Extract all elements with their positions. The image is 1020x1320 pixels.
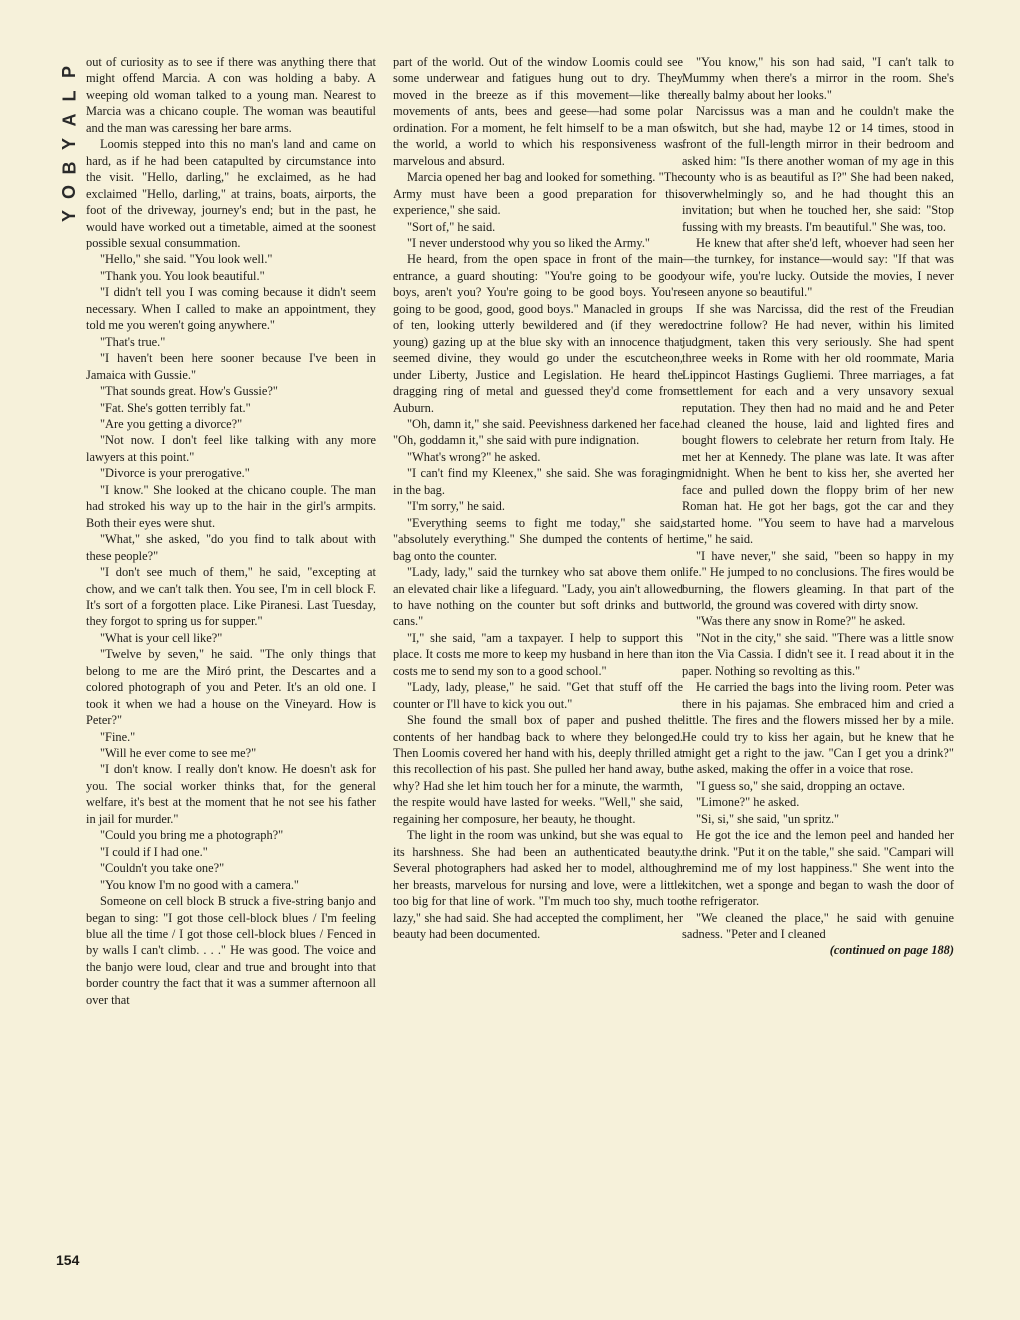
paragraph: "Si, si," she said, "un spritz.": [696, 811, 840, 826]
paragraph: "I," she said, "am a taxpayer. I help to support this place. It costs me more to keep my husband in here than it costs me to send my son to a good school.": [393, 630, 683, 678]
paragraph: "Lady, lady," said the turnkey who sat above them on an elevated chair like a lifeguard. "Lady, you ain't allowed to have nothing on the counter but soft drinks and butt cans.": [393, 565, 683, 629]
paragraph: "What is your cell like?": [100, 630, 223, 645]
paragraph: "Oh, damn it," she said. Peevishness darkened her face. "Oh, goddamn it," she said with pure indignation.: [393, 416, 683, 448]
text-column-2: [393, 54, 683, 942]
paragraph: "Thank you. You look beautiful.": [100, 268, 265, 283]
text-column-3: [682, 54, 954, 959]
paragraph: "Hello," she said. "You look well.": [100, 252, 273, 267]
paragraph: He got the ice and the lemon peel and handed her the drink. "Put it on the table," she said. "Campari will remind me of my lost happiness." She went into the kitchen, wet a sponge and began to wash the door of the refrigerator.: [682, 828, 954, 909]
paragraph: "Not now. I don't feel like talking with any more lawyers at this point.": [86, 433, 376, 464]
paragraph: "What's wrong?" he asked.: [407, 449, 541, 464]
paragraph: "That sounds great. How's Gussie?": [100, 384, 278, 399]
paragraph: She found the small box of paper and pushed the contents of her handbag back to where they belonged. Then Loomis covered her hand with his, deeply thrilled at this recollection of his past. She pulled her hand away, but why? Had she let him touch her for a minute, the warmth, the respite would have lasted for weeks. "Well," she said, regaining her composure, her beauty, he thought.: [393, 713, 683, 826]
paragraph: Marcia opened her bag and looked for something. "The Army must have been a good preparation for this experience," she said.: [393, 170, 683, 218]
paragraph: "Fine.": [100, 729, 136, 744]
paragraph: "You know," his son had said, "I can't talk to Mummy when there's a mirror in the room. She's really balmy about her looks.": [682, 55, 954, 102]
paragraph: "We cleaned the place," he said with genuine sadness. "Peter and I cleaned: [682, 910, 954, 942]
masthead: [54, 60, 84, 228]
masthead-letter: Y: [58, 137, 79, 151]
paragraph: Narcissus was a man and he couldn't make the switch, but she had, maybe 12 or 14 times, stood in front of the full-length mirror in their bedroom and asked him: "Is there another woman of my age in this county who is as beautiful as I?" She had been naked, overwhelmingly so, and he had thought this an invitation; but when he touched her, she said: "Stop fussing with my breasts. I'm beautiful." She was, too.: [682, 104, 954, 234]
paragraph: "Could you bring me a photograph?": [100, 828, 284, 843]
paragraph: "I could if I had one.": [100, 844, 208, 859]
masthead-letter: P: [58, 65, 79, 79]
paragraph: "Not in the city," she said. "There was a little snow on the Via Cassia. I didn't see it. I read about it in the paper. Nothing so revolting as this.": [682, 630, 954, 678]
paragraph: He heard, from the open space in front of the main entrance, a guard shouting: "You're going to be good boys, aren't you? You're going to be good boys. You're going to be good, good, good boys." Manacled in groups of ten, looking utterly bewildered and (if they were young) gazing up at the blue sky with an innocence that seemed divine, they would go under the escutcheon, under Liberty, Justice and Legislation. He heard the dragging ring of metal and guessed they'd come from Auburn.: [393, 252, 683, 415]
paragraph: Someone on cell block B struck a five-string banjo and began to sing: "I got those cell-block blues / I'm feeling blue all the time / I got those cell-block blues / Fenced in by walls I can't climb. . . ." He was good. The voice and the banjo were loud, clear and true and brought into that border country the fact that it was a summer afternoon all over that: [86, 894, 376, 1007]
paragraph: "I have never," she said, "been so happy in my life." He jumped to no conclusions. The fires would be burning, the flowers gleaming. In that part of the world, the ground was covered with dirty snow.: [682, 548, 954, 612]
paragraph: The light in the room was unkind, but she was equal to its harshness. She had been an authenticated beauty. Several photographers had asked her to model, although her breasts, marvelous for nursing and love, were a little too big for that line of work. "I'm much too shy, much too lazy," she had said. She had accepted the compliment, her beauty had been documented.: [393, 828, 683, 942]
masthead-letter: Y: [58, 209, 79, 223]
masthead-letter: B: [59, 161, 79, 175]
paragraph: He knew that after she'd left, whoever had seen her—the turnkey, for instance—would say: "If that was your wife, you're lucky. Outside the movies, I never seen anyone so beautiful.": [682, 235, 954, 300]
masthead-letter: A: [59, 113, 79, 127]
paragraph: "You know I'm no good with a camera.": [100, 877, 299, 892]
paragraph: "I don't see much of them," he said, "excepting at chow, and we can't talk then. You see, I'm in cell block F. It's sort of a forgotten place. Like Piranesi. Last Tuesday, they forgot to spring us for supper.": [86, 565, 376, 629]
paragraph: If she was Narcissa, did the rest of the Freudian doctrine follow? He had never, within his limited judgment, taken this very seriously. She had spent three weeks in Rome with her old roommate, Maria Lippincot Hastings Gugliemi. Three marriages, a fat settlement for each and a very unsavory sexual reputation. They then had no maid and he and Peter had cleaned the house, laid and lighted fires and bought flowers to celebrate her return from Italy. He met her at Kennedy. The plane was late. It was after midnight. When he bent to kiss her, she averted her face and pulled down the floppy brim of her new Roman hat. He got her bags, got the car and they started home. "You seem to have had a marvelous time," he said.: [682, 301, 954, 547]
paragraph: "I didn't tell you I was coming because it didn't seem necessary. When I called to make an appointment, they told me you weren't going anywhere.": [86, 285, 376, 333]
masthead-letter: O: [58, 184, 79, 200]
paragraph: "Limone?" he asked.: [696, 795, 800, 810]
paragraph: "I guess so," she said, dropping an octave.: [696, 778, 906, 793]
continued-note: (continued on page 188): [829, 943, 954, 958]
page-number: 154: [56, 1252, 80, 1268]
paragraph: "I can't find my Kleenex," she said. She was foraging in the bag.: [393, 466, 683, 497]
paragraph: He carried the bags into the living room. Peter was there in his pajamas. She embraced him and cried a little. The fires and the flowers missed her by a mile. He could try to kiss her again, but he knew that he might get a right to the jaw. "Can I get you a drink?" he asked, making the offer in a voice that rose.: [682, 680, 954, 777]
paragraph: "Will he ever come to see me?": [100, 746, 257, 761]
paragraph: "Are you getting a divorce?": [100, 416, 243, 431]
paragraph: "Twelve by seven," he said. "The only things that belong to me are the Miró print, the Descartes and a colored photograph of you and Peter. It's an old one. I took it when we had a house on the Vineyard. How is Peter?": [86, 647, 376, 728]
paragraph: "I don't know. I really don't know. He doesn't ask for you. The social worker thinks that, for the general welfare, it's best at the moment that he not see his father in jail for murder.": [86, 762, 376, 826]
paragraph: "Couldn't you take one?": [100, 861, 225, 876]
paragraph: "That's true.": [100, 334, 166, 349]
paragraph: "Sort of," he said.: [407, 219, 496, 234]
text-column-1: [86, 54, 376, 1008]
paragraph: "I haven't been here sooner because I've been in Jamaica with Gussie.": [86, 351, 376, 382]
paragraph: "I know." She looked at the chicano couple. The man had stroked his way up to the hair in the girl's armpits. Both their eyes were shut.: [86, 482, 376, 530]
paragraph: "Everything seems to fight me today," she said, "absolutely everything." She dumped the contents of her bag onto the counter.: [393, 515, 683, 563]
paragraph: "What," she asked, "do you find to talk about with these people?": [86, 532, 376, 563]
paragraph: "Was there any snow in Rome?" he asked.: [696, 614, 906, 629]
paragraph: "I'm sorry," he said.: [407, 499, 505, 514]
paragraph: "Lady, lady, please," he said. "Get that stuff off the counter or I'll have to kick you out.": [393, 680, 683, 711]
paragraph: out of curiosity as to see if there was anything there that might offend Marcia. A con was holding a baby. A weeping old woman talked to a young man. Nearest to Marcia was a chicano couple. The woman was beautiful and the man was caressing her bare arms.: [86, 55, 376, 135]
paragraph: Loomis stepped into this no man's land and came on hard, as if he had been catapulted by circumstance into the visit. "Hello, darling," he exclaimed, as he had exclaimed "Hello, darling," at trains, boats, airports, the foot of the driveway, journey's end; but in the past, he would have worked out a timetable, aimed at the soonest possible sexual consummation.: [86, 137, 376, 250]
paragraph: "Fat. She's gotten terribly fat.": [100, 400, 251, 415]
paragraph: "Divorce is your prerogative.": [100, 466, 250, 481]
paragraph: part of the world. Out of the window Loomis could see some underwear and fatigues hung out to dry. They moved in the breeze as if this movement—like the movements of ants, bees and geese—had some polar ordination. For a moment, he felt himself to be a man of the world, a world to which his responsiveness was marvelous and absurd.: [393, 55, 683, 168]
masthead-letter: L: [59, 90, 79, 102]
paragraph: "I never understood why you so liked the Army.": [407, 235, 650, 250]
